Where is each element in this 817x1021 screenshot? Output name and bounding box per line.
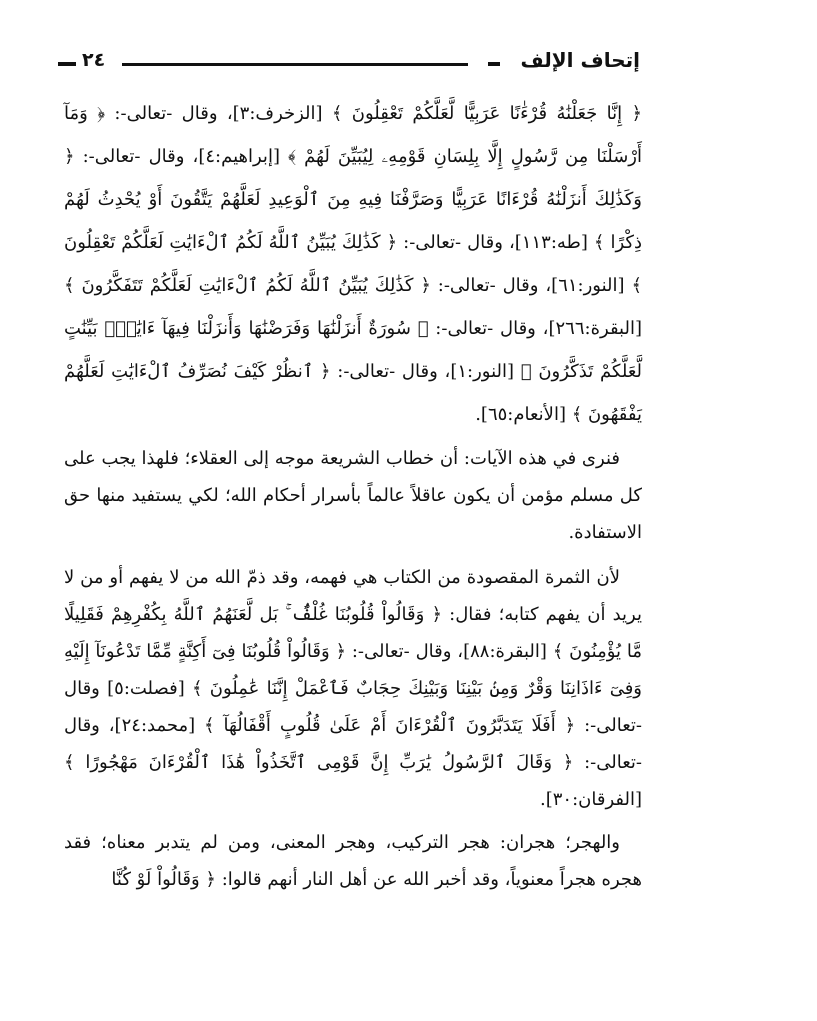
header-dash: [488, 62, 500, 66]
page-number: ٢٤: [82, 49, 106, 71]
paragraph-verses: ﴿ إِنَّا جَعَلْنَٰهُ قُرْءَٰنًا عَرَبِيًّا لَّعَلَّكُمْ تَعْقِلُونَ ﴾ [الزخرف:٣]، وقال -تعالى-: ﴿ وَمَآ أَرْسَلْنَا مِن رَّسُولٍ إِلَّا بِلِسَانِ قَوْمِهِۦ لِيُبَيِّنَ لَهُمْ ﴾ [إبراهيم:٤]، وقال -تعالى-: ﴿ وَكَذَٰلِكَ أَنزَلْنَٰهُ قُرْءَانًا عَرَبِيًّا وَصَرَّفْنَا فِيهِ مِنَ ٱلْوَعِيدِ لَعَلَّهُمْ يَتَّقُونَ أَوْ يُحْدِثُ لَهُمْ ذِكْرًا ﴾ [طه:١١٣]، وقال -تعالى-: ﴿ كَذَٰلِكَ يُبَيِّنُ ٱللَّهُ لَكُمُ ٱلْءَايَٰتِ لَعَلَّكُمْ تَعْقِلُونَ ﴾ [النور:٦١]، وقال -تعالى-: ﴿ كَذَٰلِكَ يُبَيِّنُ ٱللَّهُ لَكُمُ ٱلْءَايَٰتِ لَعَلَّكُمْ تَتَفَكَّرُونَ ﴾ [البقرة:٢٦٦]، وقال -تعالى-: ﴿ سُورَةٌ أَنزَلْنَٰهَا وَفَرَضْنَٰهَا وَأَنزَلْنَا فِيهَآ ءَايَٰتٍۭ بَيِّنَٰتٍ لَّعَلَّكُمْ تَذَكَّرُونَ ﴾ [النور:١]، وقال -تعالى-: ﴿ ٱنظُرْ كَيْفَ نُصَرِّفُ ٱلْءَايَٰتِ لَعَلَّهُمْ يَفْقَهُونَ ﴾ [الأنعام:٦٥].: [64, 103, 643, 425]
paragraph-commentary: فنرى في هذه الآيات: أن خطاب الشريعة موجه إلى العقلاء؛ فلهذا يجب على كل مسلم مؤمن أن يكون عاقلاً عالماً بأسرار أحكام الله؛ لكي يستفيد منها حق الاستفادة.: [64, 448, 642, 543]
body-text: [64, 92, 642, 898]
paragraph-commentary: والهجر؛ هجران: هجر التركيب، وهجر المعنى، ومن لم يتدبر معناه؛ فقد هجره هجراً معنوياً، وقد أخبر الله عن أهل النار أنهم قالوا: ﴿ وَقَالُواْ لَوْ كُنَّا: [64, 832, 642, 890]
header-rule: [122, 63, 468, 66]
running-title: إتحاف الإلف: [520, 48, 640, 72]
page-header: [58, 48, 640, 78]
paragraph-commentary: لأن الثمرة المقصودة من الكتاب هي فهمه، وقد ذمّ الله من لا يفهم أو من لا يريد أن يفهم كتابه؛ فقال: ﴿ وَقَالُواْ قُلُوبُنَا غُلْفٌۢ ۚ بَل لَّعَنَهُمُ ٱللَّهُ بِكُفْرِهِمْ فَقَلِيلًا مَّا يُؤْمِنُونَ ﴾ [البقرة:٨٨]، وقال -تعالى-: ﴿ وَقَالُواْ قُلُوبُنَا فِىٓ أَكِنَّةٍ مِّمَّا تَدْعُونَآ إِلَيْهِ وَفِىٓ ءَاذَانِنَا وَقْرٌ وَمِنۢ بَيْنِنَا وَبَيْنِكَ حِجَابٌ فَٱعْمَلْ إِنَّنَا عَٰمِلُونَ ﴾ [فصلت:٥] وقال -تعالى-: ﴿ أَفَلَا يَتَدَبَّرُونَ ٱلْقُرْءَانَ أَمْ عَلَىٰ قُلُوبٍ أَقْفَالُهَآ ﴾ [محمد:٢٤]، وقال -تعالى-: ﴿ وَقَالَ ٱلرَّسُولُ يَٰرَبِّ إِنَّ قَوْمِى ٱتَّخَذُواْ هَٰذَا ٱلْقُرْءَانَ مَهْجُورًا ﴾ [الفرقان:٣٠].: [64, 567, 643, 810]
header-dash: [58, 62, 76, 66]
